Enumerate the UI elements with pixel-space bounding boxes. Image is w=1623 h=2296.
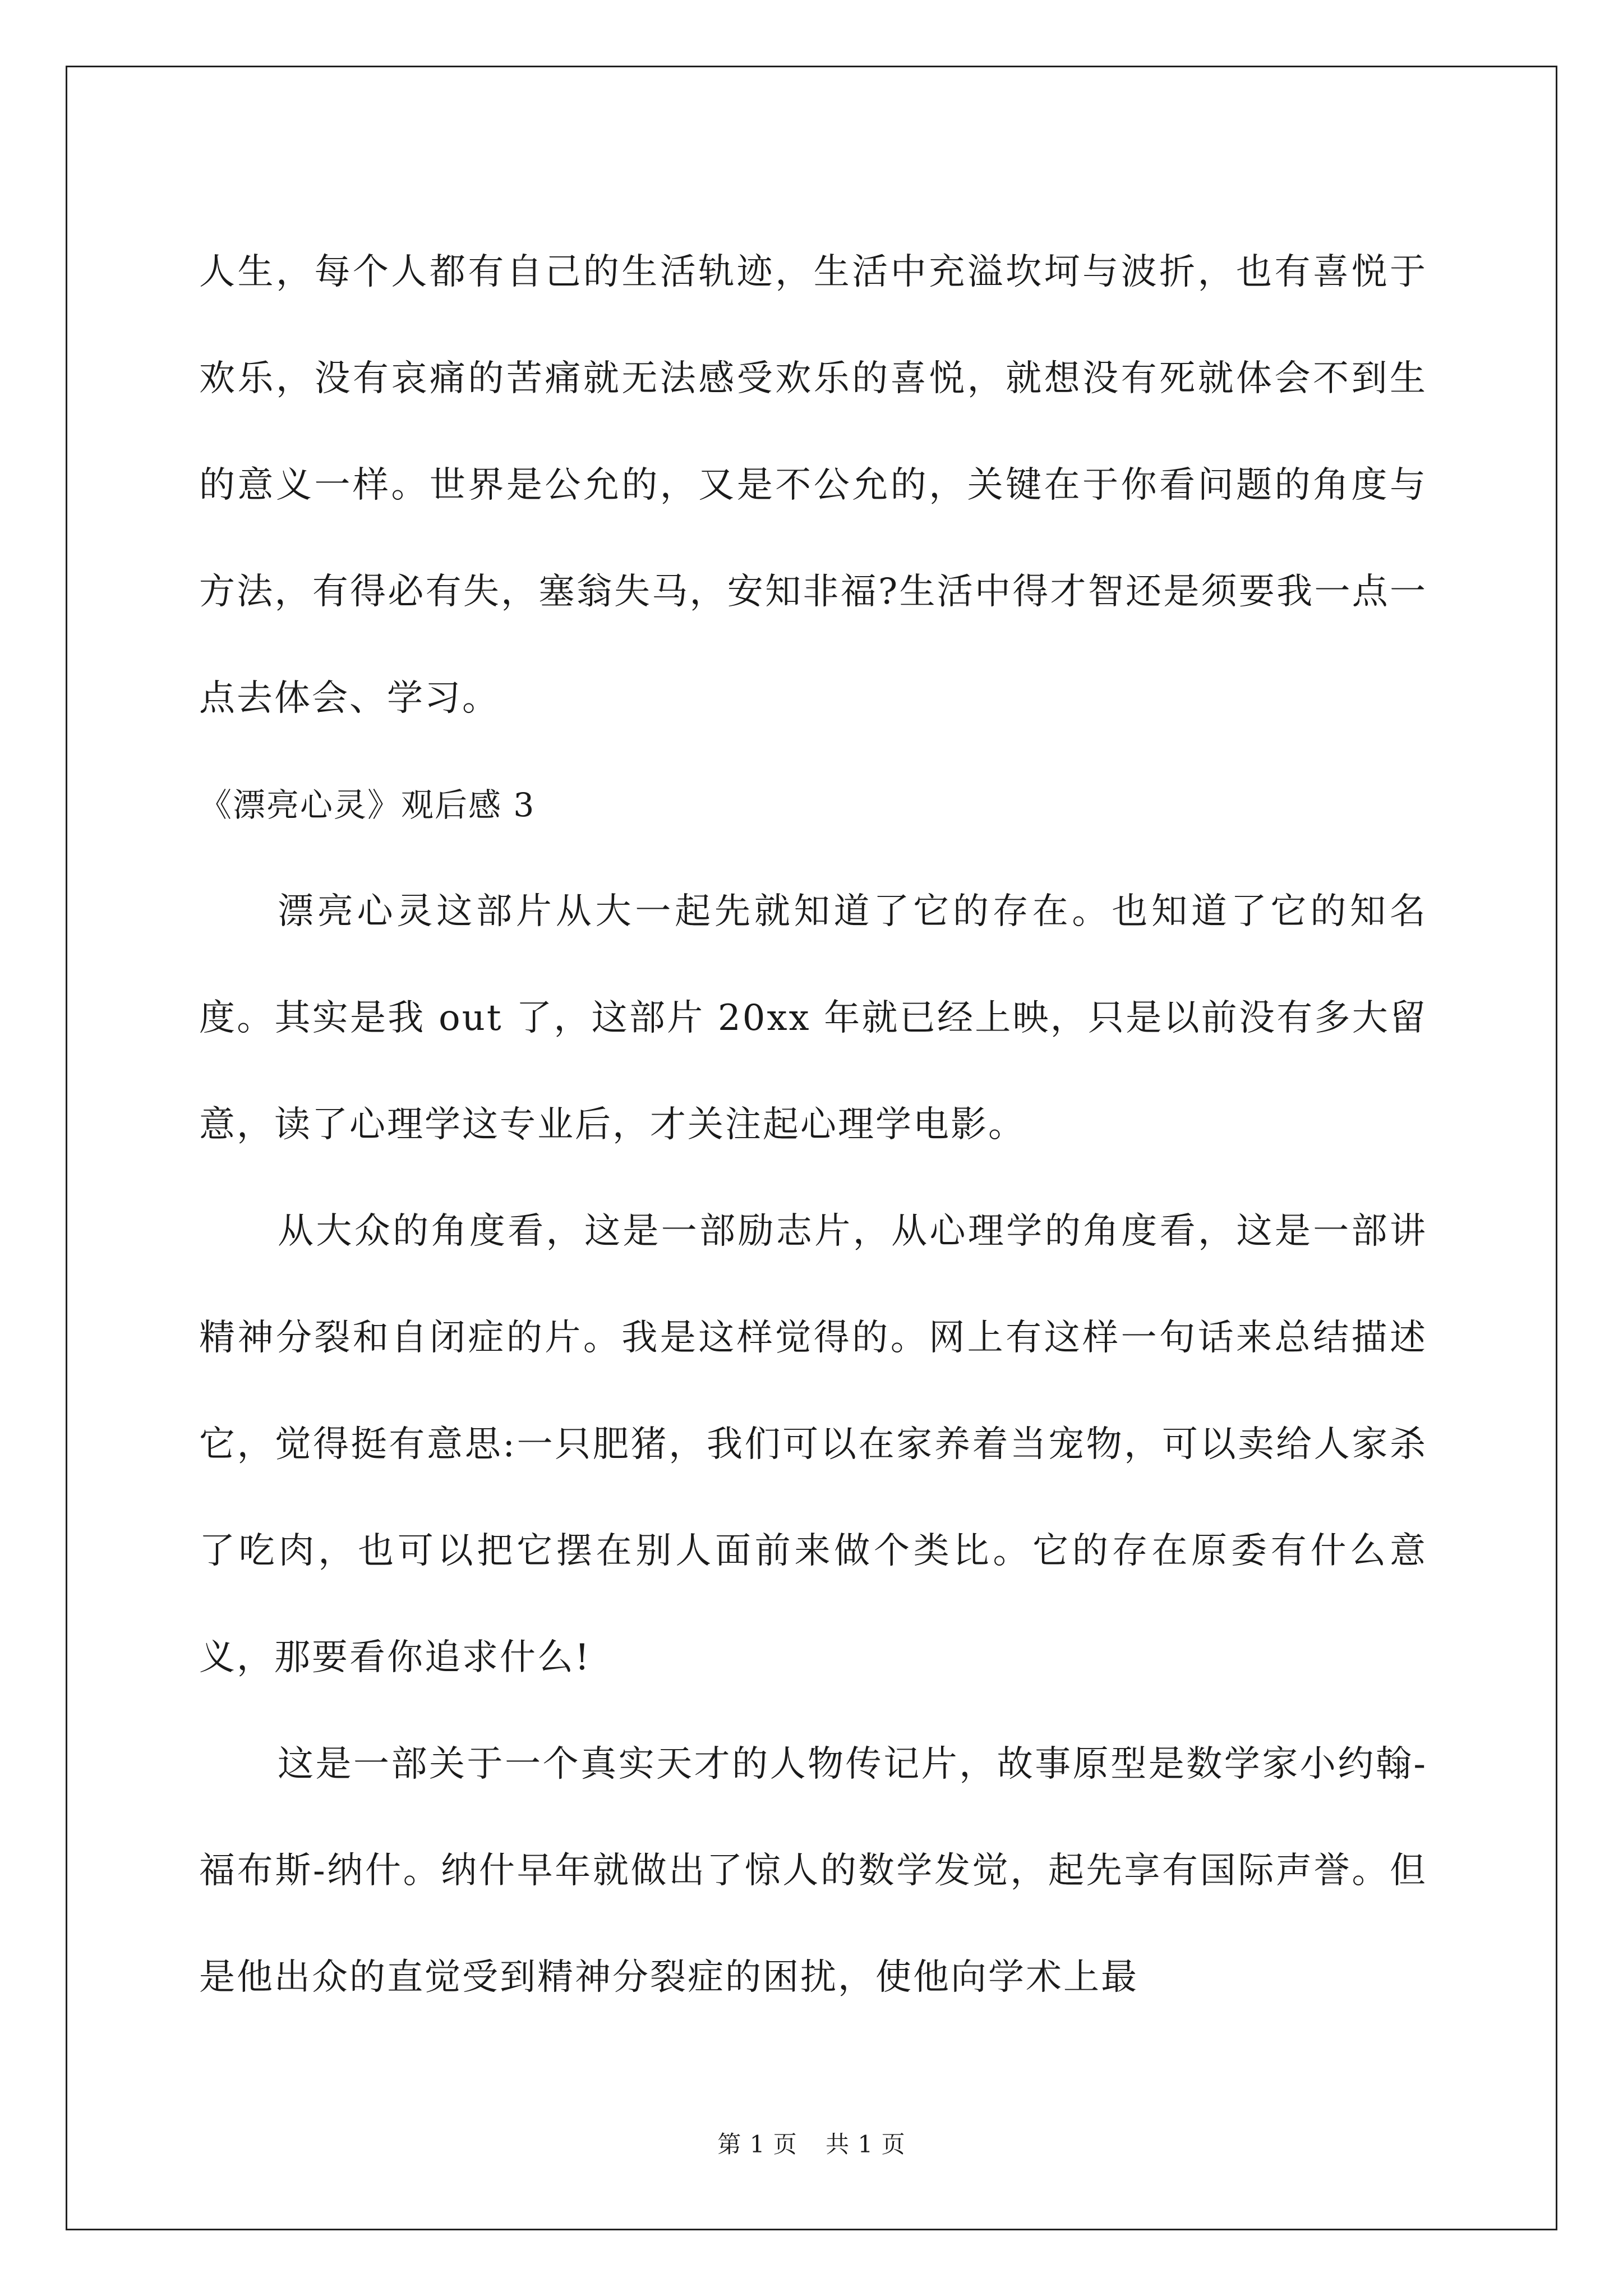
paragraph: 漂亮心灵这部片从大一起先就知道了它的存在。也知道了它的知名度。其实是我 out 了，这部片 20xx 年就已经上映，只是以前没有多大留意，读了心理学这专业后，才关注起心理学电影。 bbox=[199, 891, 1427, 1145]
page-number: 第 1 页 bbox=[717, 2131, 797, 2158]
paragraph: 从大众的角度看，这是一部励志片，从心理学的角度看，这是一部讲精神分裂和自闭症的片。我是这样觉得的。网上有这样一句话来总结描述它，觉得挺有意思:一只肥猪，我们可以在家养着当宠物，可以卖给人家杀了吃肉，也可以把它摆在别人面前来做个类比。它的存在原委有什么意义，那要看你追求什么! bbox=[199, 1211, 1427, 1678]
section-heading: 《漂亮心灵》观后感 3 bbox=[199, 786, 536, 824]
paragraph: 这是一部关于一个真实天才的人物传记片，故事原型是数学家小约翰-福布斯-纳什。纳什早年就做出了惊人的数学发觉，起先享有国际声誉。但是他出众的直觉受到精神分裂症的困扰，使他向学术上最 bbox=[199, 1743, 1427, 1998]
document-body bbox=[199, 219, 1427, 2031]
paragraph: 人生，每个人都有自己的生活轨迹，生活中充溢坎坷与波折，也有喜悦于欢乐，没有哀痛的苦痛就无法感受欢乐的喜悦，就想没有死就体会不到生的意义一样。世界是公允的，又是不公允的，关键在于你看问题的角度与方法，有得必有失，塞翁失马，安知非福?生活中得才智还是须要我一点一点去体会、学习。 bbox=[199, 251, 1427, 719]
page-total: 共 1 页 bbox=[826, 2131, 906, 2158]
page-footer bbox=[0, 2126, 1623, 2160]
